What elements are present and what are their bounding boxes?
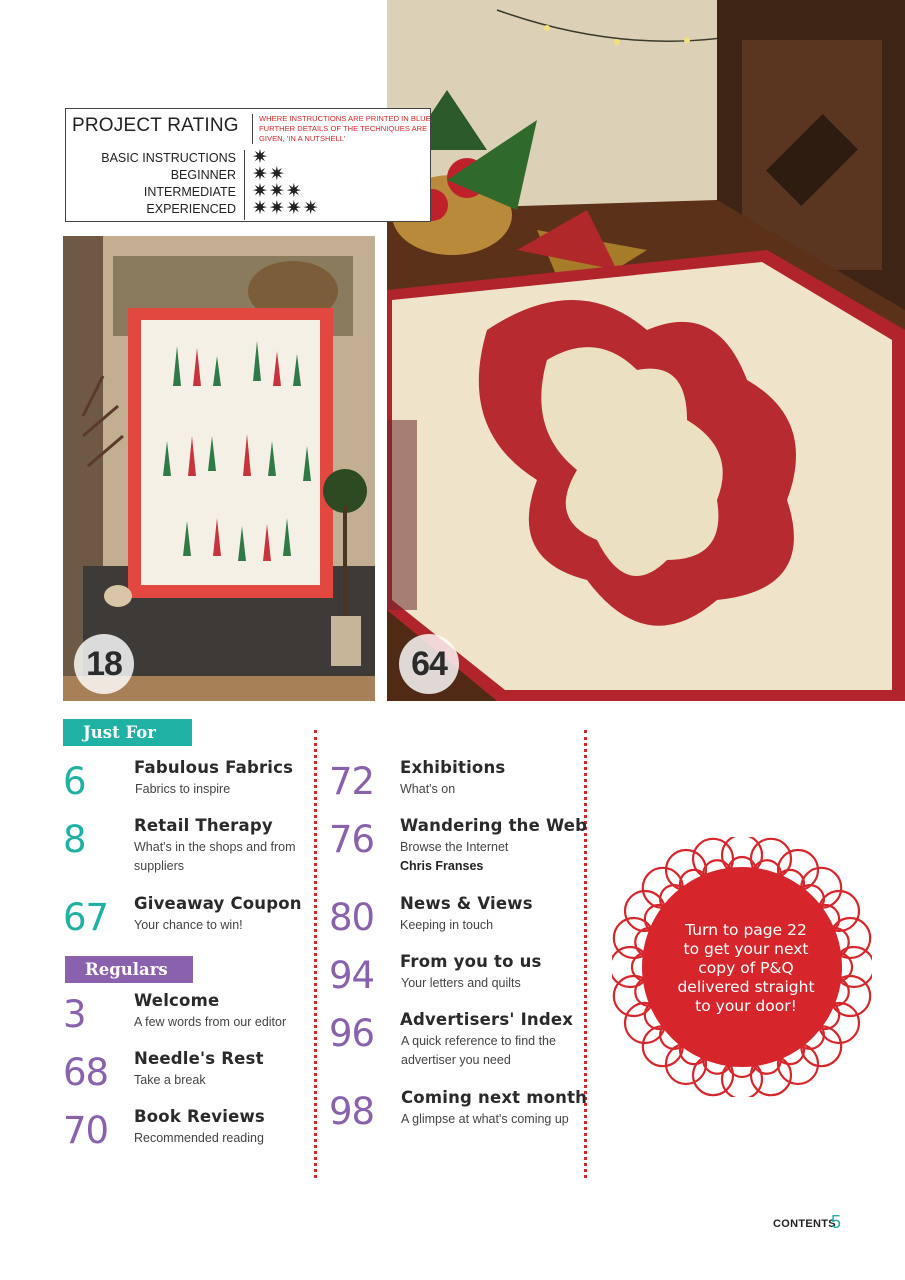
page-badge-64: 64	[399, 634, 459, 694]
entry-title: Retail Therapy	[134, 816, 273, 835]
entry-description: Your letters and quilts	[401, 976, 521, 990]
entry-page-number: 70	[63, 1109, 109, 1152]
project-rating-box	[65, 108, 431, 222]
entry-description: Your chance to win!	[134, 918, 243, 932]
entry-page-number: 6	[63, 760, 86, 803]
entry-description: Take a break	[134, 1073, 206, 1087]
entry-description: Fabrics to inspire	[135, 782, 231, 796]
entry-description: What's on	[400, 782, 456, 796]
entry-page-number: 76	[329, 818, 375, 861]
entry-page-number: 72	[329, 760, 375, 803]
promo-text: Turn to page 22 to get your next copy of P&Q delivered straight to your door!	[677, 921, 815, 1015]
entry-title: From you to us	[400, 952, 542, 971]
entry-title: Advertisers' Index	[400, 1010, 574, 1029]
column-divider	[314, 730, 317, 1178]
entry-title: Exhibitions	[400, 758, 506, 777]
footer-section-label: CONTENTS	[773, 1218, 836, 1230]
table-runner-illustration	[387, 0, 905, 701]
section-tag-regulars: Regulars	[65, 956, 193, 983]
entry-title: Giveaway Coupon	[134, 894, 302, 913]
rating-title: PROJECT RATING	[72, 115, 239, 136]
entry-title: Book Reviews	[134, 1107, 265, 1126]
entry-title: Welcome	[134, 991, 220, 1010]
entry-description: A quick reference to find the advertiser you need	[401, 1034, 556, 1067]
entry-title: Needle's Rest	[134, 1049, 264, 1068]
entry-title: News & Views	[400, 894, 533, 913]
star-icon: ✷	[252, 147, 269, 168]
rating-note: WHERE INSTRUCTIONS ARE PRINTED IN BLUE, FURTHER DETAILS OF THE TECHNIQUES ARE GIVEN, 'IN A NUTSHELL'	[252, 114, 437, 144]
rating-row-beginner	[66, 164, 426, 185]
rating-row-experienced	[66, 198, 426, 219]
wall-quilt-illustration	[63, 236, 375, 701]
entry-description: What's in the shops and from suppliers	[134, 840, 296, 873]
star-icon: ✷✷✷	[252, 181, 303, 202]
entry-title: Coming next month	[401, 1088, 588, 1107]
entry-page-number: 98	[329, 1090, 375, 1133]
entry-description: Keeping in touch	[400, 918, 494, 932]
star-icon: ✷✷	[252, 164, 286, 185]
rating-row-intermediate	[66, 181, 426, 202]
entry-page-number: 94	[329, 954, 375, 997]
entry-description: A glimpse at what's coming up	[401, 1112, 569, 1126]
footer-page-number: 5	[831, 1212, 842, 1232]
wall-quilt-photo	[63, 236, 375, 701]
rating-label: BEGINNER	[170, 168, 236, 182]
rating-label: EXPERIENCED	[146, 202, 236, 216]
entry-page-number: 68	[63, 1051, 109, 1094]
entry-description: Browse the Internet	[400, 840, 509, 854]
entry-page-number: 67	[63, 896, 109, 939]
column-divider	[584, 730, 587, 1178]
star-icon: ✷✷✷✷	[252, 198, 320, 219]
entry-page-number: 80	[329, 896, 375, 939]
entry-author: Chris Franses	[400, 859, 484, 873]
page-badge-18: 18	[74, 634, 134, 694]
entry-description: A few words from our editor	[134, 1015, 287, 1029]
rating-label: INTERMEDIATE	[143, 185, 236, 199]
entry-page-number: 3	[63, 993, 86, 1036]
entry-page-number: 8	[63, 818, 86, 861]
entry-description: Recommended reading	[134, 1131, 264, 1145]
entry-page-number: 96	[329, 1012, 375, 1055]
entry-title: Fabulous Fabrics	[134, 758, 294, 777]
rating-row-basic	[66, 147, 426, 168]
section-tag-just-for-you: Just For You	[63, 719, 192, 746]
entry-title: Wandering the Web	[400, 816, 588, 835]
table-runner-photo	[387, 0, 905, 701]
rating-label: BASIC INSTRUCTIONS	[101, 151, 236, 165]
